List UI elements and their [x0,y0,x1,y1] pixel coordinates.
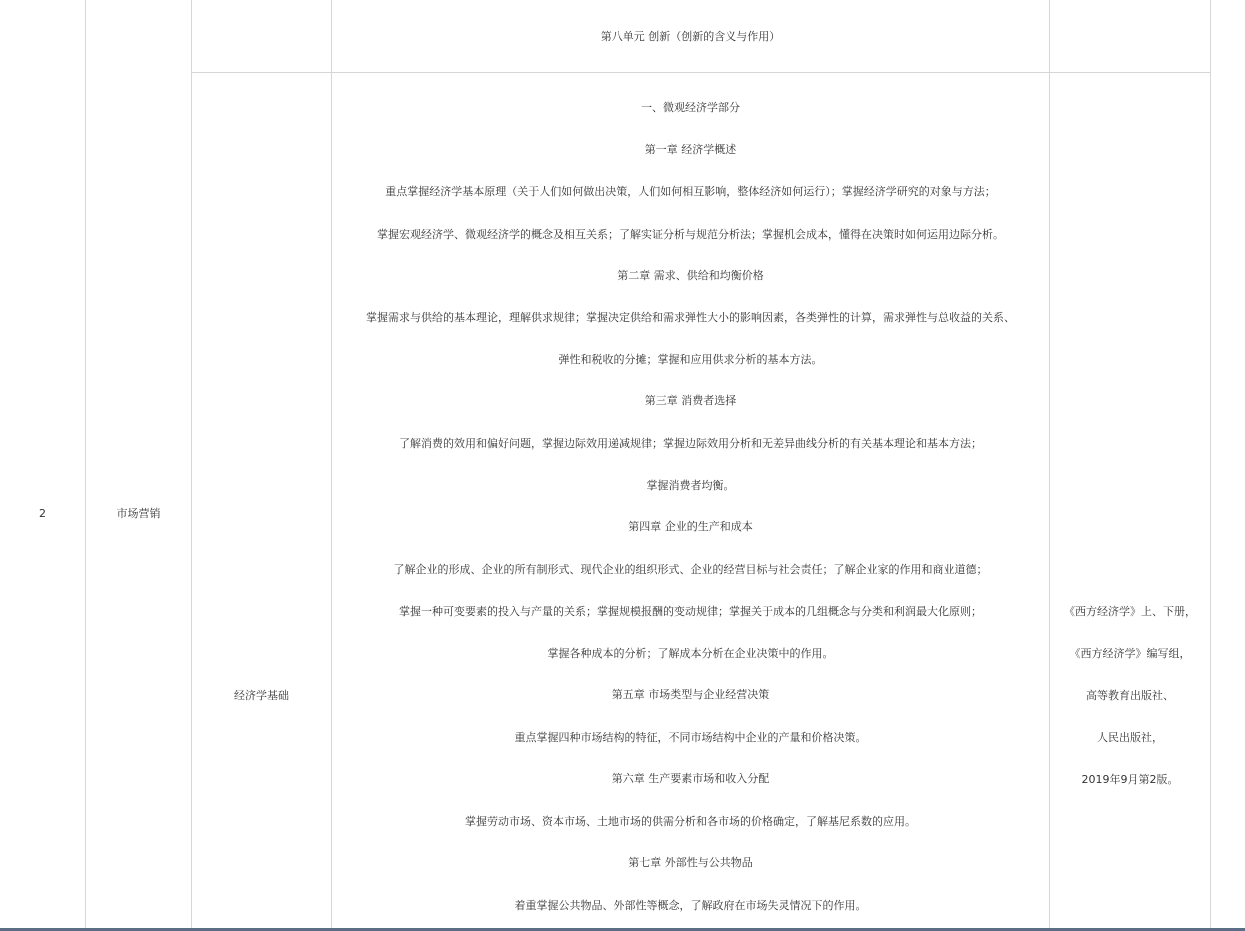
content-line: 第一章 经济学概述 [644,143,737,156]
content-line: 掌握各种成本的分析；了解成本分析在企业决策中的作用。 [547,647,834,660]
content-line: 第二章 需求、供给和均衡价格 [617,269,764,282]
column-divider [85,0,86,928]
content-line: 掌握消费者均衡。 [646,479,735,492]
content-line: 着重掌握公共物品、外部性等概念，了解政府在市场失灵情况下的作用。 [514,899,867,912]
content-line: 第七章 外部性与公共物品 [628,856,753,869]
content-line: 重点掌握经济学基本原理（关于人们如何做出决策，人们如何相互影响，整体经济如何运行）；掌握经济学研究的对象与方法； [385,185,996,198]
course-content [332,0,1049,928]
major-name: 市场营销 [116,507,161,520]
content-line: 第四章 企业的生产和成本 [628,520,753,533]
content-line: 了解消费的效用和偏好问题，掌握边际效用递减规律；掌握边际效用分析和无差异曲线分析的有关基本理论和基本方法； [399,437,982,450]
content-line: 掌握一种可变要素的投入与产量的关系；掌握规模报酬的变动规律；掌握关于成本的几组概念与分类和利润最大化原则； [399,605,982,618]
textbook-info [1050,0,1210,928]
row-number: 2 [39,507,46,520]
column-divider [1210,0,1211,928]
previous-unit-line: 第八单元 创新（创新的含义与作用） [600,30,781,43]
content-line: 重点掌握四种市场结构的特征，不同市场结构中企业的产量和价格决策。 [514,731,867,744]
textbook-line: 人民出版社， [1097,731,1163,744]
content-line: 弹性和税收的分摊；掌握和应用供求分析的基本方法。 [558,353,823,366]
column-divider [191,0,192,928]
textbook-line: 高等教育出版社、 [1086,689,1174,702]
textbook-line: 2019年9月第2版。 [1081,773,1179,786]
content-line: 掌握宏观经济学、微观经济学的概念及相互关系；了解实证分析与规范分析法；掌握机会成本，懂得在决策时如何运用边际分析。 [377,228,1004,241]
textbook-line: 《西方经济学》上、下册， [1064,605,1196,618]
course-name: 经济学基础 [234,689,289,702]
content-line: 第三章 消费者选择 [644,394,737,407]
content-line: 掌握需求与供给的基本理论，理解供求规律；掌握决定供给和需求弹性大小的影响因素，各类弹性的计算，需求弹性与总收益的关系、 [366,311,1015,324]
content-line: 掌握劳动市场、资本市场、土地市场的供需分析和各市场的价格确定，了解基尼系数的应用。 [465,815,916,828]
content-line: 第六章 生产要素市场和收入分配 [611,772,770,785]
textbook-line: 《西方经济学》编写组， [1069,647,1191,660]
content-line: 一、微观经济学部分 [641,101,740,114]
content-line: 第五章 市场类型与企业经营决策 [611,688,770,701]
content-line: 了解企业的形成、企业的所有制形式、现代企业的组织形式、企业的经营目标与社会责任；了解企业家的作用和商业道德； [393,563,988,576]
